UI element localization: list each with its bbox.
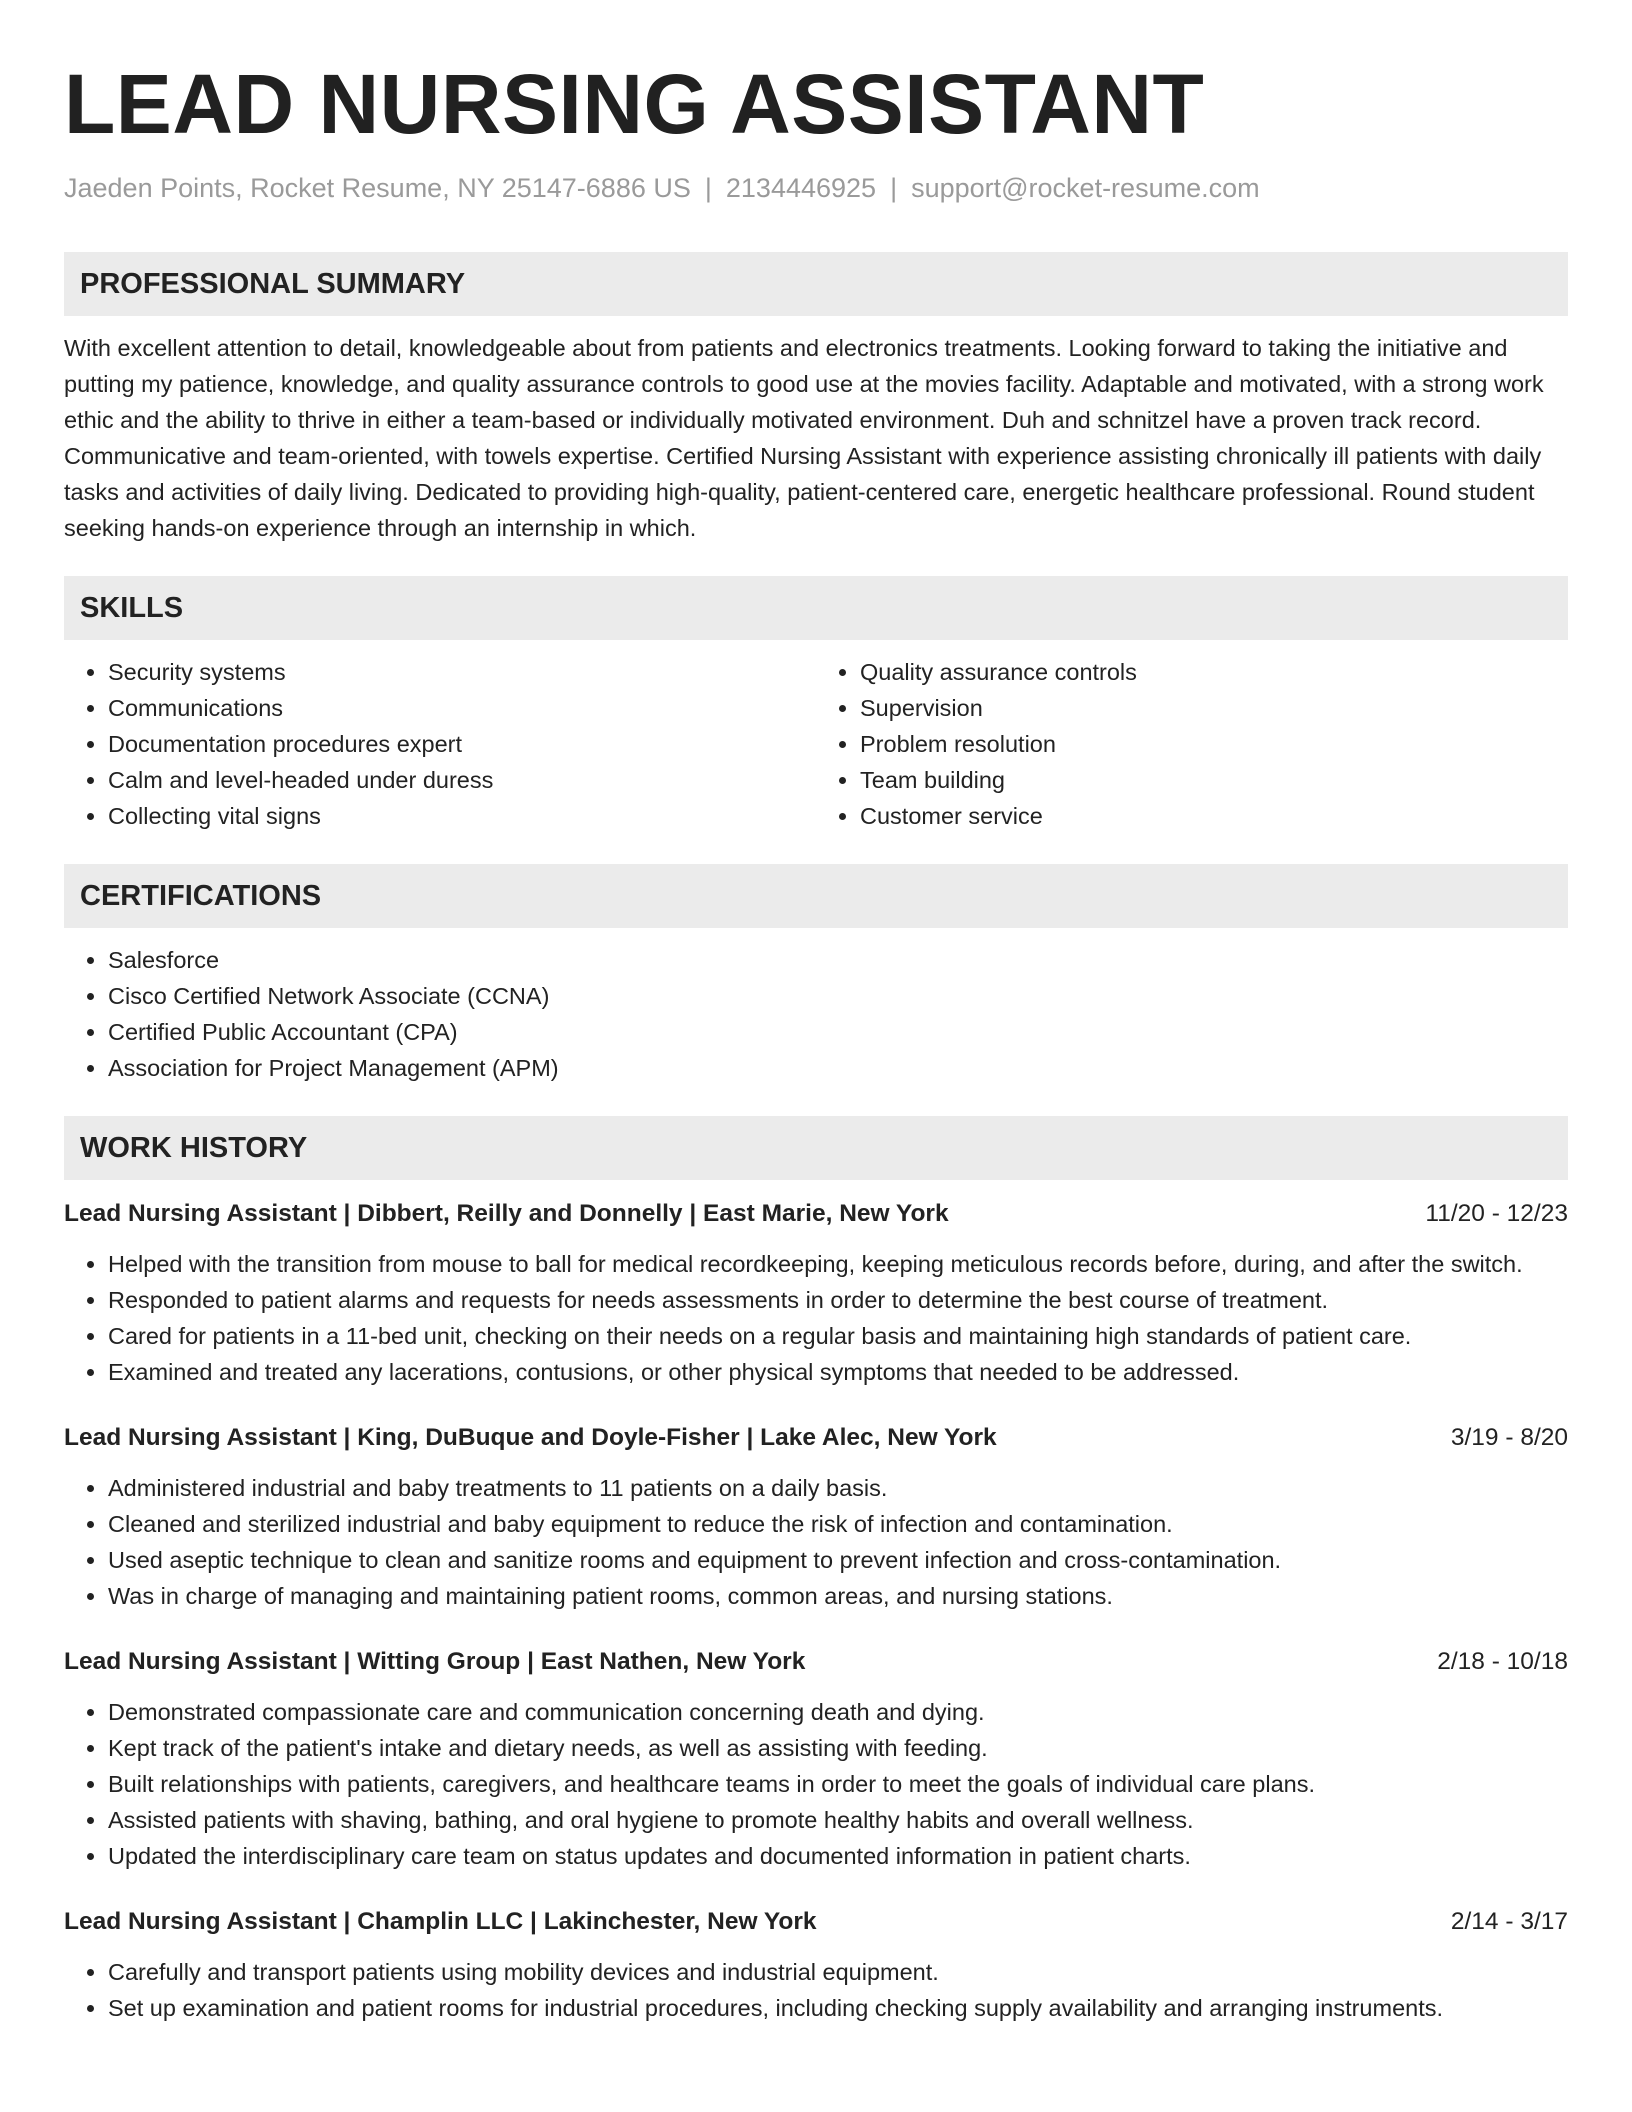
job-header xyxy=(64,1420,1568,1456)
skill-item: • Quality assurance controls xyxy=(860,654,1568,690)
job-header xyxy=(64,1904,1568,1940)
job-entry xyxy=(64,1904,1568,2026)
job-bullet: • Cleaned and sterilized industrial and baby equipment to reduce the risk of infection and contamination. xyxy=(108,1506,1568,1542)
resume-title: LEAD NURSING ASSISTANT xyxy=(64,57,1205,151)
skill-item: • Communications xyxy=(108,690,816,726)
job-bullets xyxy=(64,1954,1568,2026)
job-title: Lead Nursing Assistant | Witting Group | East Nathen, New York xyxy=(64,1648,806,1676)
job-bullets xyxy=(64,1694,1568,1874)
section-header-work-history: WORK HISTORY xyxy=(64,1116,1568,1180)
job-header xyxy=(64,1644,1568,1680)
job-bullet: • Updated the interdisciplinary care team on status updates and documented information in patient charts. xyxy=(108,1838,1568,1874)
contact-phone: 2134446925 xyxy=(725,173,877,203)
contact-address: Jaeden Points, Rocket Resume, NY 25147-6886 US xyxy=(64,173,691,203)
skill-item: • Supervision xyxy=(860,690,1568,726)
job-bullet: • Administered industrial and baby treatments to 11 patients on a daily basis. xyxy=(108,1470,1568,1506)
job-bullet: • Set up examination and patient rooms for industrial procedures, including checking supply availability and arranging instruments. xyxy=(108,1990,1568,2026)
certification-item: • Certified Public Accountant (CPA) xyxy=(108,1014,1568,1050)
skill-item: • Problem resolution xyxy=(860,726,1568,762)
job-entry xyxy=(64,1644,1568,1874)
skills-list xyxy=(64,654,1568,834)
job-bullet: • Cared for patients in a 11-bed unit, checking on their needs on a regular basis and maintaining high standards of patient care. xyxy=(108,1318,1568,1354)
job-dates: 2/14 - 3/17 xyxy=(1450,1908,1568,1936)
skill-item: • Collecting vital signs xyxy=(108,798,816,834)
job-bullet: • Responded to patient alarms and requests for needs assessments in order to determine the best course of treatment. xyxy=(108,1282,1568,1318)
section-header-summary: PROFESSIONAL SUMMARY xyxy=(64,252,1568,316)
contact-line xyxy=(64,172,1568,204)
job-entry xyxy=(64,1196,1568,1390)
section-header-skills: SKILLS xyxy=(64,576,1568,640)
job-bullet: • Carefully and transport patients using mobility devices and industrial equipment. xyxy=(108,1954,1568,1990)
certification-item: • Cisco Certified Network Associate (CCNA) xyxy=(108,978,1568,1014)
job-bullet: • Demonstrated compassionate care and communication concerning death and dying. xyxy=(108,1694,1568,1730)
job-bullet: • Assisted patients with shaving, bathing, and oral hygiene to promote healthy habits and overall wellness. xyxy=(108,1802,1568,1838)
skills-column-right xyxy=(816,654,1568,834)
job-dates: 3/19 - 8/20 xyxy=(1450,1424,1568,1452)
job-title: Lead Nursing Assistant | King, DuBuque and Doyle-Fisher | Lake Alec, New York xyxy=(64,1424,997,1452)
job-dates: 2/18 - 10/18 xyxy=(1437,1648,1568,1676)
certification-item: • Salesforce xyxy=(108,942,1568,978)
job-bullets xyxy=(64,1246,1568,1390)
skill-item: • Security systems xyxy=(108,654,816,690)
job-bullets xyxy=(64,1470,1568,1614)
certification-item: • Association for Project Management (APM) xyxy=(108,1050,1568,1086)
job-title: Lead Nursing Assistant | Dibbert, Reilly and Donnelly | East Marie, New York xyxy=(64,1200,949,1228)
job-bullet: • Helped with the transition from mouse to ball for medical recordkeeping, keeping meticulous records before, during, and after the switch. xyxy=(108,1246,1568,1282)
job-dates: 11/20 - 12/23 xyxy=(1425,1200,1568,1228)
skills-column-left xyxy=(64,654,816,834)
summary-text: With excellent attention to detail, knowledgeable about from patients and electronics treatments. Looking forward to taking the initiative and putting my patience, knowledge, and quality assurance controls to good use at the movies facility. Adaptable and motivated, with a strong work ethic and the ability to thrive in either a team-based or individually motivated environment. Duh and schnitzel have a proven track record. Communicative and team-oriented, with towels expertise. Certified Nursing Assistant with experience assisting chronically ill patients with daily tasks and activities of daily living. Dedicated to providing high-quality, patient-centered care, energetic healthcare professional. Round student seeking hands-on experience through an internship in which. xyxy=(64,335,1544,542)
job-header xyxy=(64,1196,1568,1232)
certifications-list xyxy=(64,942,1568,1086)
job-title: Lead Nursing Assistant | Champlin LLC | Lakinchester, New York xyxy=(64,1908,817,1936)
contact-separator: | xyxy=(704,173,712,203)
contact-email: support@rocket-resume.com xyxy=(911,173,1260,203)
skill-item: • Team building xyxy=(860,762,1568,798)
job-bullet: • Built relationships with patients, caregivers, and healthcare teams in order to meet the goals of individual care plans. xyxy=(108,1766,1568,1802)
skill-item: • Customer service xyxy=(860,798,1568,834)
job-bullet: • Kept track of the patient's intake and dietary needs, as well as assisting with feeding. xyxy=(108,1730,1568,1766)
job-bullet: • Used aseptic technique to clean and sanitize rooms and equipment to prevent infection and cross-contamination. xyxy=(108,1542,1568,1578)
job-bullet: • Was in charge of managing and maintaining patient rooms, common areas, and nursing stations. xyxy=(108,1578,1568,1614)
skill-item: • Documentation procedures expert xyxy=(108,726,816,762)
contact-separator: | xyxy=(890,173,898,203)
section-header-certifications: CERTIFICATIONS xyxy=(64,864,1568,928)
skill-item: • Calm and level-headed under duress xyxy=(108,762,816,798)
job-entry xyxy=(64,1420,1568,1614)
job-bullet: • Examined and treated any lacerations, contusions, or other physical symptoms that needed to be addressed. xyxy=(108,1354,1568,1390)
